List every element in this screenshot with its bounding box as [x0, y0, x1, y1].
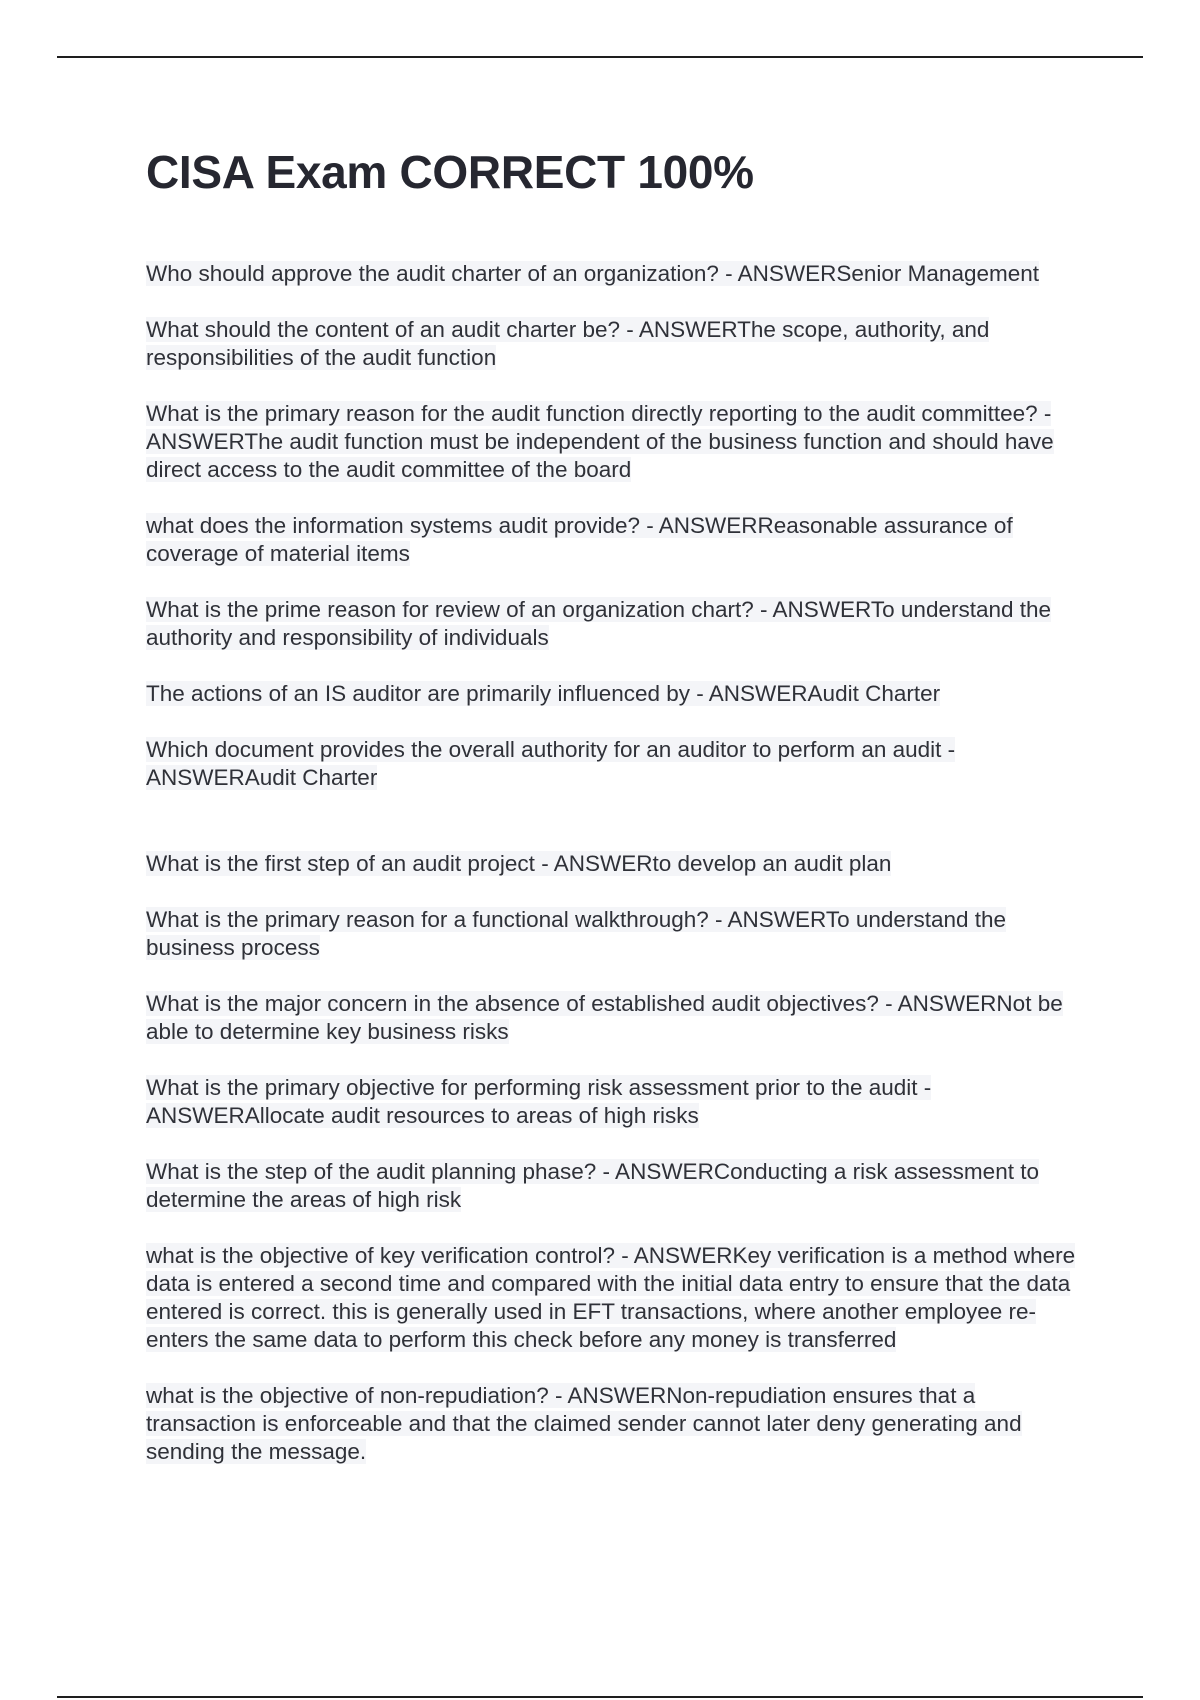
qa-item: what is the objective of non-repudiation? - ANSWERNon-repudiation ensures that a transaction is enforceable and that the claimed sender cannot later deny generating and sending the message.: [146, 1383, 1022, 1464]
header-rule: [57, 56, 1143, 58]
qa-item: What is the major concern in the absence of established audit objectives? - ANSWERNot be able to determine key business risks: [146, 991, 1063, 1044]
qa-item: What is the prime reason for review of an organization chart? - ANSWERTo understand the authority and responsibility of individuals: [146, 597, 1052, 650]
qa-item: What is the primary objective for performing risk assessment prior to the audit - ANSWERAllocate audit resources to areas of high risks: [146, 1075, 932, 1128]
qa-item: What is the first step of an audit project - ANSWERto develop an audit plan: [146, 851, 892, 876]
qa-item: What is the primary reason for the audit function directly reporting to the audit committee? - ANSWERThe audit function must be independent of the business function and should have direct access to the audit committee of the board: [146, 401, 1054, 482]
qa-item: What is the primary reason for a functional walkthrough? - ANSWERTo understand the business process: [146, 907, 1007, 960]
document-title: CISA Exam CORRECT 100%: [146, 146, 754, 198]
document-body: [146, 142, 1076, 1494]
qa-item: The actions of an IS auditor are primarily influenced by - ANSWERAudit Charter: [146, 681, 941, 706]
qa-item: what is the objective of key verification control? - ANSWERKey verification is a method where data is entered a second time and compared with the initial data entry to ensure that the data entered is correct. this is generally used in EFT transactions, where another employee re-enters the same data to perform this check before any money is transferred: [146, 1243, 1076, 1352]
qa-item: What should the content of an audit charter be? - ANSWERThe scope, authority, and responsibilities of the audit function: [146, 317, 990, 370]
qa-item: Who should approve the audit charter of an organization? - ANSWERSenior Management: [146, 261, 1040, 286]
qa-item: What is the step of the audit planning phase? - ANSWERConducting a risk assessment to determine the areas of high risk: [146, 1159, 1039, 1212]
qa-item: Which document provides the overall authority for an auditor to perform an audit - ANSWERAudit Charter: [146, 737, 956, 790]
footer-rule: [57, 1696, 1143, 1698]
qa-item: what does the information systems audit provide? - ANSWERReasonable assurance of coverage of material items: [146, 513, 1013, 566]
